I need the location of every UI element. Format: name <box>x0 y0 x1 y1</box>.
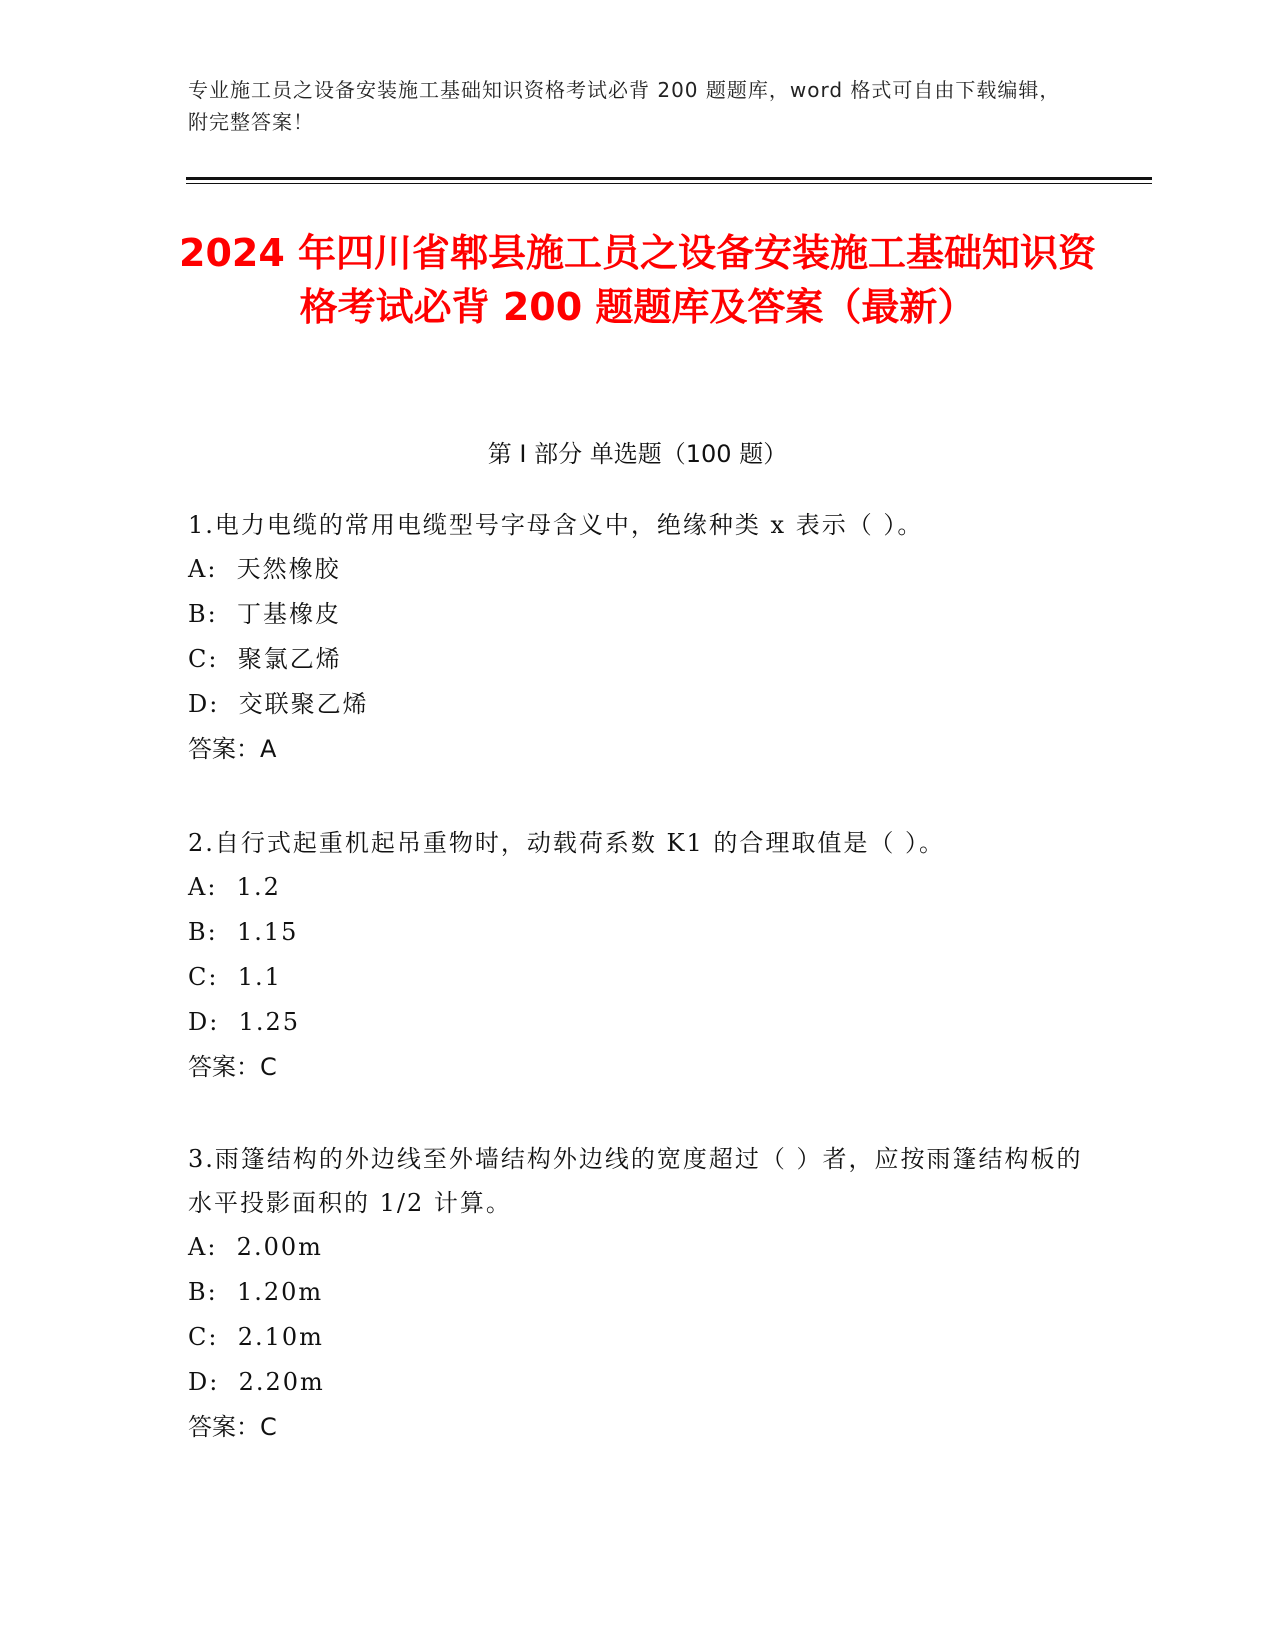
section-heading: 第 I 部分 单选题（100 题） <box>487 440 788 468</box>
option-d: D: 交联聚乙烯 <box>188 690 369 718</box>
option-c: C: 1.1 <box>188 963 282 991</box>
option-a: A: 1.2 <box>188 873 281 901</box>
answer: 答案：C <box>188 1053 277 1081</box>
option-c: C: 2.10m <box>188 1323 324 1351</box>
question-3 <box>188 1137 1088 1450</box>
option-b: B: 丁基橡皮 <box>188 600 341 628</box>
header-rule-thin <box>186 183 1152 184</box>
option-b: B: 1.20m <box>188 1278 324 1306</box>
option-a: A: 天然橡胶 <box>188 555 341 583</box>
question-text: 3.雨篷结构的外边线至外墙结构外边线的宽度超过（ ）者，应按雨篷结构板的水平投影面积的 1/2 计算。 <box>188 1145 1083 1217</box>
header-note: 专业施工员之设备安装施工基础知识资格考试必背 200 题题库，word 格式可自由下载编辑，附完整答案！ <box>188 78 1061 134</box>
question-1 <box>188 503 1088 772</box>
option-d: D: 1.25 <box>188 1008 301 1036</box>
header-rule-thick <box>186 177 1152 180</box>
option-b: B: 1.15 <box>188 918 299 946</box>
document-title: 2024 年四川省郫县施工员之设备安装施工基础知识资格考试必背 200 题题库及答案（最新） <box>179 231 1096 329</box>
question-2 <box>188 821 1088 1090</box>
question-text: 1.电力电缆的常用电缆型号字母含义中，绝缘种类 x 表示（ ）。 <box>188 511 924 539</box>
option-c: C: 聚氯乙烯 <box>188 645 342 673</box>
question-text: 2.自行式起重机起吊重物时，动载荷系数 K1 的合理取值是（ ）。 <box>188 829 945 857</box>
option-a: A: 2.00m <box>188 1233 323 1261</box>
answer: 答案：A <box>188 735 277 763</box>
option-d: D: 2.20m <box>188 1368 325 1396</box>
answer: 答案：C <box>188 1413 277 1441</box>
